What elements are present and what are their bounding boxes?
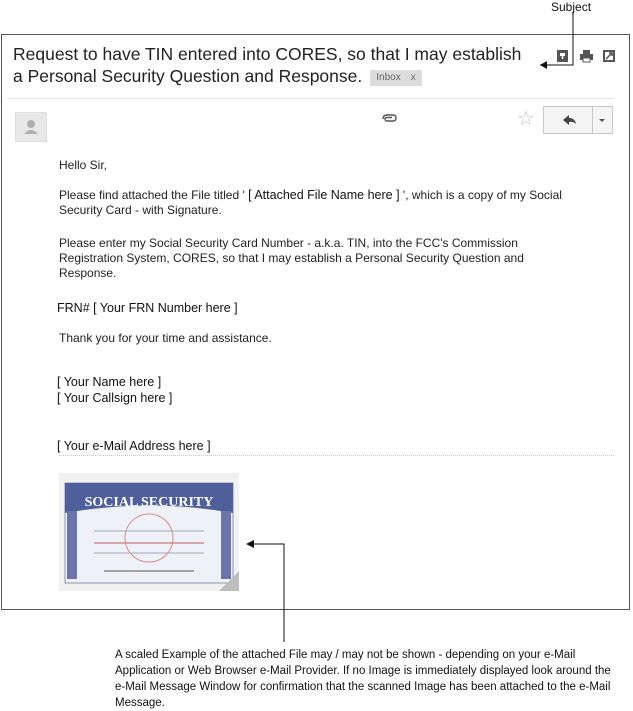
header-divider (7, 98, 614, 99)
attachment-preview[interactable] (59, 473, 239, 591)
social-security-card-image (59, 473, 239, 591)
reply-button[interactable] (544, 107, 593, 133)
avatar-icon (16, 113, 46, 141)
more-dropdown-button[interactable] (592, 107, 612, 133)
reply-button-group (543, 106, 613, 134)
print-all-icon[interactable] (557, 50, 568, 62)
para1-text-a: Please find attached the File titled ' (59, 188, 245, 202)
card-title: SOCIAL SECURITY (84, 495, 214, 510)
reply-icon (544, 107, 592, 133)
email-address-placeholder: [ Your e-Mail Address here ] (57, 439, 211, 453)
email-paragraph-1 (59, 188, 604, 218)
para1-text-b: ', which is a copy of my Social Security Card - with Signature. (59, 188, 562, 217)
callsign-placeholder: [ Your Callsign here ] (57, 391, 173, 405)
header-icons (556, 48, 618, 64)
email-subject (13, 43, 533, 87)
chip-remove-button[interactable]: x (410, 72, 416, 83)
signature-divider (59, 455, 614, 456)
subject-text: Request to have TIN entered into CORES, so that I may establish a Personal Security Question and Response. (13, 44, 522, 86)
attachment-annotation-arrow (240, 535, 300, 645)
inbox-label-chip[interactable] (370, 70, 421, 86)
subject-annotation-label: Subject (551, 0, 592, 14)
more-dropdown-icon (592, 107, 612, 133)
paperclip-icon (380, 111, 398, 125)
new-window-icon[interactable] (603, 50, 615, 62)
thanks-line: Thank you for your time and assistance. (59, 331, 272, 345)
print-icon[interactable] (580, 50, 593, 62)
attached-file-placeholder: [ Attached File Name here ] (248, 188, 400, 202)
email-greeting: Hello Sir, (59, 158, 108, 172)
email-paragraph-2: Please enter my Social Security Card Number - a.k.a. TIN, into the FCC's Commission Registration System, CORES, so that I may establish a Personal Security Question and Response. (59, 236, 524, 280)
chip-label: Inbox (376, 72, 401, 83)
attachment-annotation-note: A scaled Example of the attached File may / may not be shown - depending on your e-Mail Application or Web Browser e-Mail Provider. If no Image is immediately displayed look around the e-Mail Message Window for confirmation that the scanned Image has been attached to the e-Mail Message. (115, 649, 611, 709)
sender-avatar[interactable] (15, 112, 47, 142)
star-icon[interactable]: ☆ (517, 108, 535, 130)
name-placeholder: [ Your Name here ] (57, 375, 162, 389)
frn-line: FRN# [ Your FRN Number here ] (57, 301, 238, 315)
